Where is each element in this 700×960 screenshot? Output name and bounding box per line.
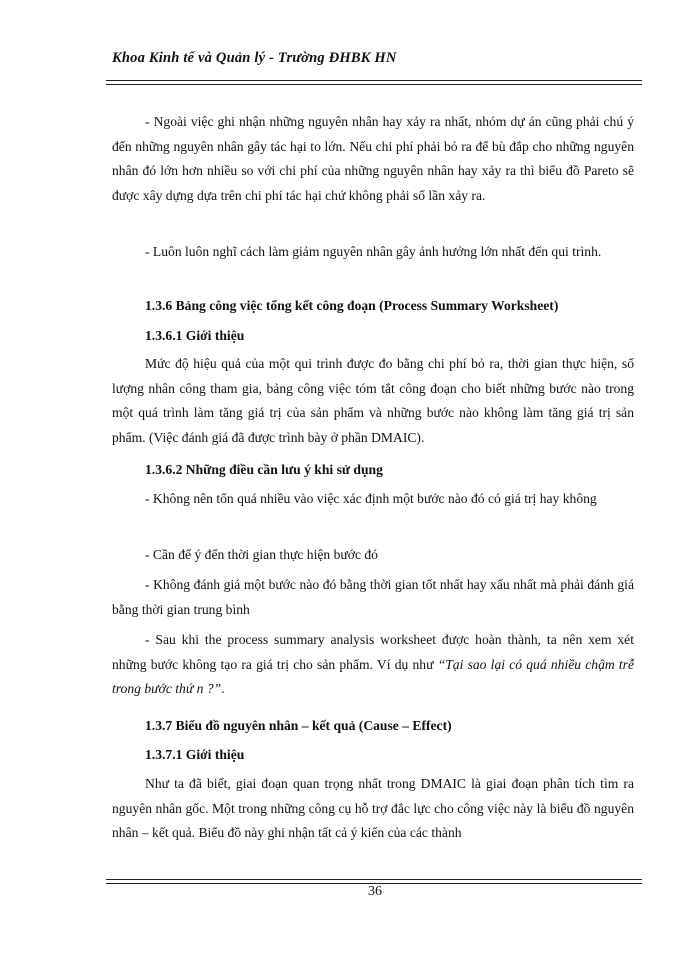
heading-1-3-6: 1.3.6 Bảng công việc tổng kết công đoạn (Process Summary Worksheet) <box>145 298 559 313</box>
note-4-end: . <box>221 681 225 697</box>
heading-1-3-7: 1.3.7 Biểu đồ nguyên nhân – kết quả (Cause – Effect) <box>145 718 452 733</box>
paragraph-note-1: - Không nên tốn quá nhiều vào việc xác định một bước nào đó có giá trị hay không <box>145 491 597 506</box>
paragraph-note-3: - Không đánh giá một bước nào đó bằng thời gian tốt nhất hay xấu nhất mà phải đánh giá bằng thời gian trung bình <box>112 577 634 617</box>
paragraph-cause-effect-intro: Như ta đã biết, giai đoạn quan trọng nhất trong DMAIC là giai đoạn phân tích tìm ra nguyên nhân gốc. Một trong những công cụ hỗ trợ đắc lực cho công việc này là biểu đồ nguyên nhân – kết quả. Biểu đồ này ghi nhận tất cả ý kiến của các thành <box>112 776 634 841</box>
paragraph-pareto-cost: - Ngoài việc ghi nhận những nguyên nhân hay xảy ra nhất, nhóm dự án cũng phải chú ý đến những nguyên nhân gây tác hại to lớn. Nếu chi phí phải bỏ ra để bù đắp cho những nguyên nhân đó lớn hơn nhiều so với chi phí của những nguyên nhân hay xảy ra thì biểu đồ Pareto sẽ được xây dựng dựa trên chi phí tác hại chứ không phải số lần xảy ra. <box>112 114 634 203</box>
note-4-text: - Sau khi the process summary analysis worksheet được hoàn thành, ta nên xem xét những bước không tạo ra giá trị cho sản phẩm. Ví dụ như <box>112 632 634 672</box>
paragraph-note-4 <box>112 628 634 702</box>
heading-1-3-6-1: 1.3.6.1 Giới thiệu <box>145 328 245 343</box>
heading-1-3-7-1: 1.3.7.1 Giới thiệu <box>145 747 245 762</box>
header-rule <box>106 80 642 85</box>
note-4-question: “Tại sao lại có quá nhiều chậm trễ trong bước thứ n ?” <box>112 656 635 697</box>
page-number: 36 <box>368 884 382 899</box>
paragraph-process-summary-intro: Mức độ hiệu quả của một qui trình được đo bằng chi phí bỏ ra, thời gian thực hiện, số lượng nhân công tham gia, bảng công việc tóm tắt công đoạn cho biết những bước nào trong một quá trình làm tăng giá trị của sản phẩm và những bước nào không làm tăng giá trị sản phẩm. (Việc đánh giá đã được trình bày ở phần DMAIC). <box>112 356 634 445</box>
paragraph-note-2: - Cần để ý đến thời gian thực hiện bước đó <box>145 547 378 562</box>
paragraph-reduce-cause: - Luôn luôn nghĩ cách làm giảm nguyên nhân gây ảnh hưởng lớn nhất đến qui trình. <box>145 244 602 259</box>
page-header: Khoa Kinh tế và Quản lý - Trường ĐHBK HN <box>112 50 397 66</box>
heading-1-3-6-2: 1.3.6.2 Những điều cần lưu ý khi sử dụng <box>145 462 383 477</box>
